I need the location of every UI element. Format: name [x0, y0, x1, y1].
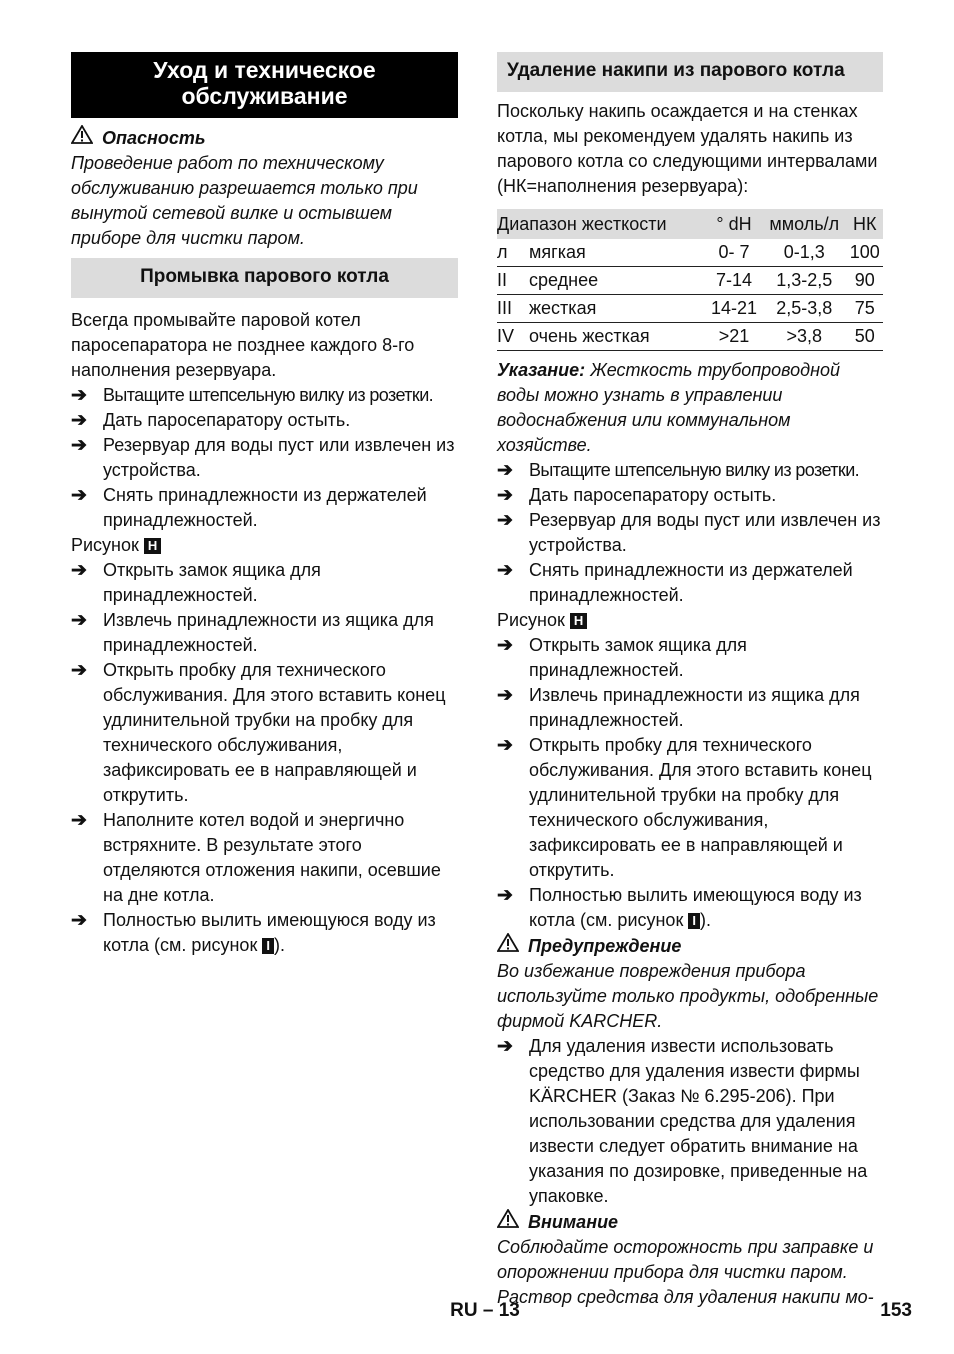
footer-section-code: RU – 13 [450, 1300, 520, 1321]
list-item: ➔ Снять принадлежности из держателей принадлежностей. [497, 558, 883, 608]
section-title-flush: Промывка парового котла [71, 258, 458, 298]
table-row: л мягкая 0- 7 0-1,3 100 [497, 239, 883, 267]
arrow-right-icon: ➔ [71, 660, 87, 681]
list-item: ➔ Дать паросепаратору остыть. [497, 485, 777, 506]
list-item: ➔ Открыть замок ящика для принадлежностей. [71, 558, 458, 608]
list-item: ➔ Для удаления извести использовать средство для удаления извести фирмы KÄRCHER (Заказ № 6.295-206). При использовании средства для удаления извести следует обратить внимание на указания по дозировке, приведенные на упаковке. [497, 1034, 883, 1209]
warning-triangle-icon [71, 125, 93, 151]
figure-h-badge: H [144, 538, 161, 554]
table-header-row [497, 209, 883, 239]
arrow-right-icon: ➔ [497, 735, 513, 756]
warning-text: Во избежание повреждения прибора используйте только продукты, одобренные фирмой KARCHER. [497, 961, 879, 1031]
page-number: 153 [880, 1300, 912, 1321]
arrow-right-icon: ➔ [497, 635, 513, 656]
danger-heading [71, 125, 458, 151]
note-label: Указание: [497, 360, 586, 380]
list-item: ➔ Резервуар для воды пуст или извлечен из устройства. [71, 433, 458, 483]
warning-label: Предупреждение [528, 935, 682, 956]
list-item: ➔ Снять принадлежности из держателей принадлежностей. [71, 483, 458, 533]
arrow-right-icon: ➔ [497, 460, 513, 481]
list-item: ➔ Резервуар для воды пуст или извлечен из устройства. [497, 508, 883, 558]
arrow-right-icon: ➔ [497, 885, 513, 906]
figure-i-badge: I [262, 938, 274, 954]
figure-i-badge: I [688, 913, 700, 929]
col-header-range: Диапазон жесткости [497, 209, 706, 239]
descale-intro: Поскольку накипь осаждается и на стенках котла, мы рекомендуем удалять накипь из парового котла со следующими интервалами (НК=наполнения резервуара): [497, 101, 878, 196]
caution-label: Внимание [528, 1211, 619, 1232]
warning-triangle-icon [497, 1209, 519, 1235]
list-item: ➔ Полностью вылить имеющуюся воду из котла (см. рисунок I ). [497, 883, 883, 933]
arrow-right-icon: ➔ [71, 435, 87, 456]
list-item: ➔ Открыть замок ящика для принадлежностей. [497, 633, 883, 683]
list-item: ➔ Открыть пробку для технического обслуживания. Для этого вставить конец удлинительной трубки на пробку для технического обслуживания, зафиксировать ее в направляющей и открутить. [497, 733, 883, 883]
list-item: ➔ Вытащите штепсельную вилку из розетки. [497, 460, 860, 481]
caution-text: Соблюдайте осторожность при заправке и опорожнении прибора для чистки паром. Раствор средства для удаления накипи мо- [497, 1237, 874, 1307]
arrow-right-icon: ➔ [71, 610, 87, 631]
arrow-right-icon: ➔ [497, 485, 513, 506]
list-item: ➔ Открыть пробку для технического обслуживания. Для этого вставить конец удлинительной трубки на пробку для технического обслуживания, зафиксировать ее в направляющей и открутить. [71, 658, 458, 808]
arrow-right-icon: ➔ [71, 385, 87, 406]
table-row: IV очень жесткая >21 >3,8 50 [497, 323, 883, 351]
warning-heading [497, 933, 883, 959]
col-header-nk: НК [847, 209, 883, 239]
caution-heading [497, 1209, 883, 1235]
arrow-right-icon: ➔ [497, 1036, 513, 1057]
arrow-right-icon: ➔ [71, 810, 87, 831]
figure-reference: Рисунок H [71, 533, 458, 558]
arrow-right-icon: ➔ [71, 410, 87, 431]
col-header-mmol: ммоль/л [762, 209, 847, 239]
danger-label: Опасность [102, 127, 206, 148]
hardness-table [497, 209, 883, 351]
arrow-right-icon: ➔ [497, 510, 513, 531]
flush-intro: Всегда промывайте паровой котел паросепаратора не позднее каждого 8-го наполнения резервуара. [71, 310, 415, 380]
list-item: ➔ Извлечь принадлежности из ящика для принадлежностей. [71, 608, 458, 658]
arrow-right-icon: ➔ [497, 560, 513, 581]
list-item: ➔ Дать паросепаратору остыть. [71, 410, 351, 431]
list-item: ➔ Наполните котел водой и энергично встряхните. В результате этого отделяются отложения накипи, осевшие на дне котла. [71, 808, 458, 908]
arrow-right-icon: ➔ [71, 485, 87, 506]
arrow-right-icon: ➔ [71, 560, 87, 581]
left-column [71, 52, 458, 958]
col-header-dh: ° dH [706, 209, 762, 239]
figure-h-badge: H [570, 613, 587, 629]
table-row: III жесткая 14-21 2,5-3,8 75 [497, 295, 883, 323]
arrow-right-icon: ➔ [497, 685, 513, 706]
list-item: ➔ Извлечь принадлежности из ящика для принадлежностей. [497, 683, 883, 733]
danger-text: Проведение работ по техническому обслуживанию разрешается только при вынутой сетевой вилке и остывшем приборе для чистки паром. [71, 153, 418, 248]
figure-reference: Рисунок H [497, 608, 883, 633]
list-item: ➔ Полностью вылить имеющуюся воду из котла (см. рисунок I ). [71, 908, 458, 958]
section-title-descale: Удаление накипи из парового котла [497, 52, 883, 92]
note-paragraph: Указание: Жесткость трубопроводной воды можно узнать в управлении водоснабжения или коммунальном хозяйстве. [497, 360, 841, 455]
warning-triangle-icon [497, 933, 519, 959]
arrow-right-icon: ➔ [71, 910, 87, 931]
right-column [497, 52, 883, 1310]
section-title-maintenance: Уход и техническое обслуживание [71, 52, 458, 118]
list-item: ➔ Вытащите штепсельную вилку из розетки. [71, 385, 434, 406]
table-row: II среднее 7-14 1,3-2,5 90 [497, 267, 883, 295]
